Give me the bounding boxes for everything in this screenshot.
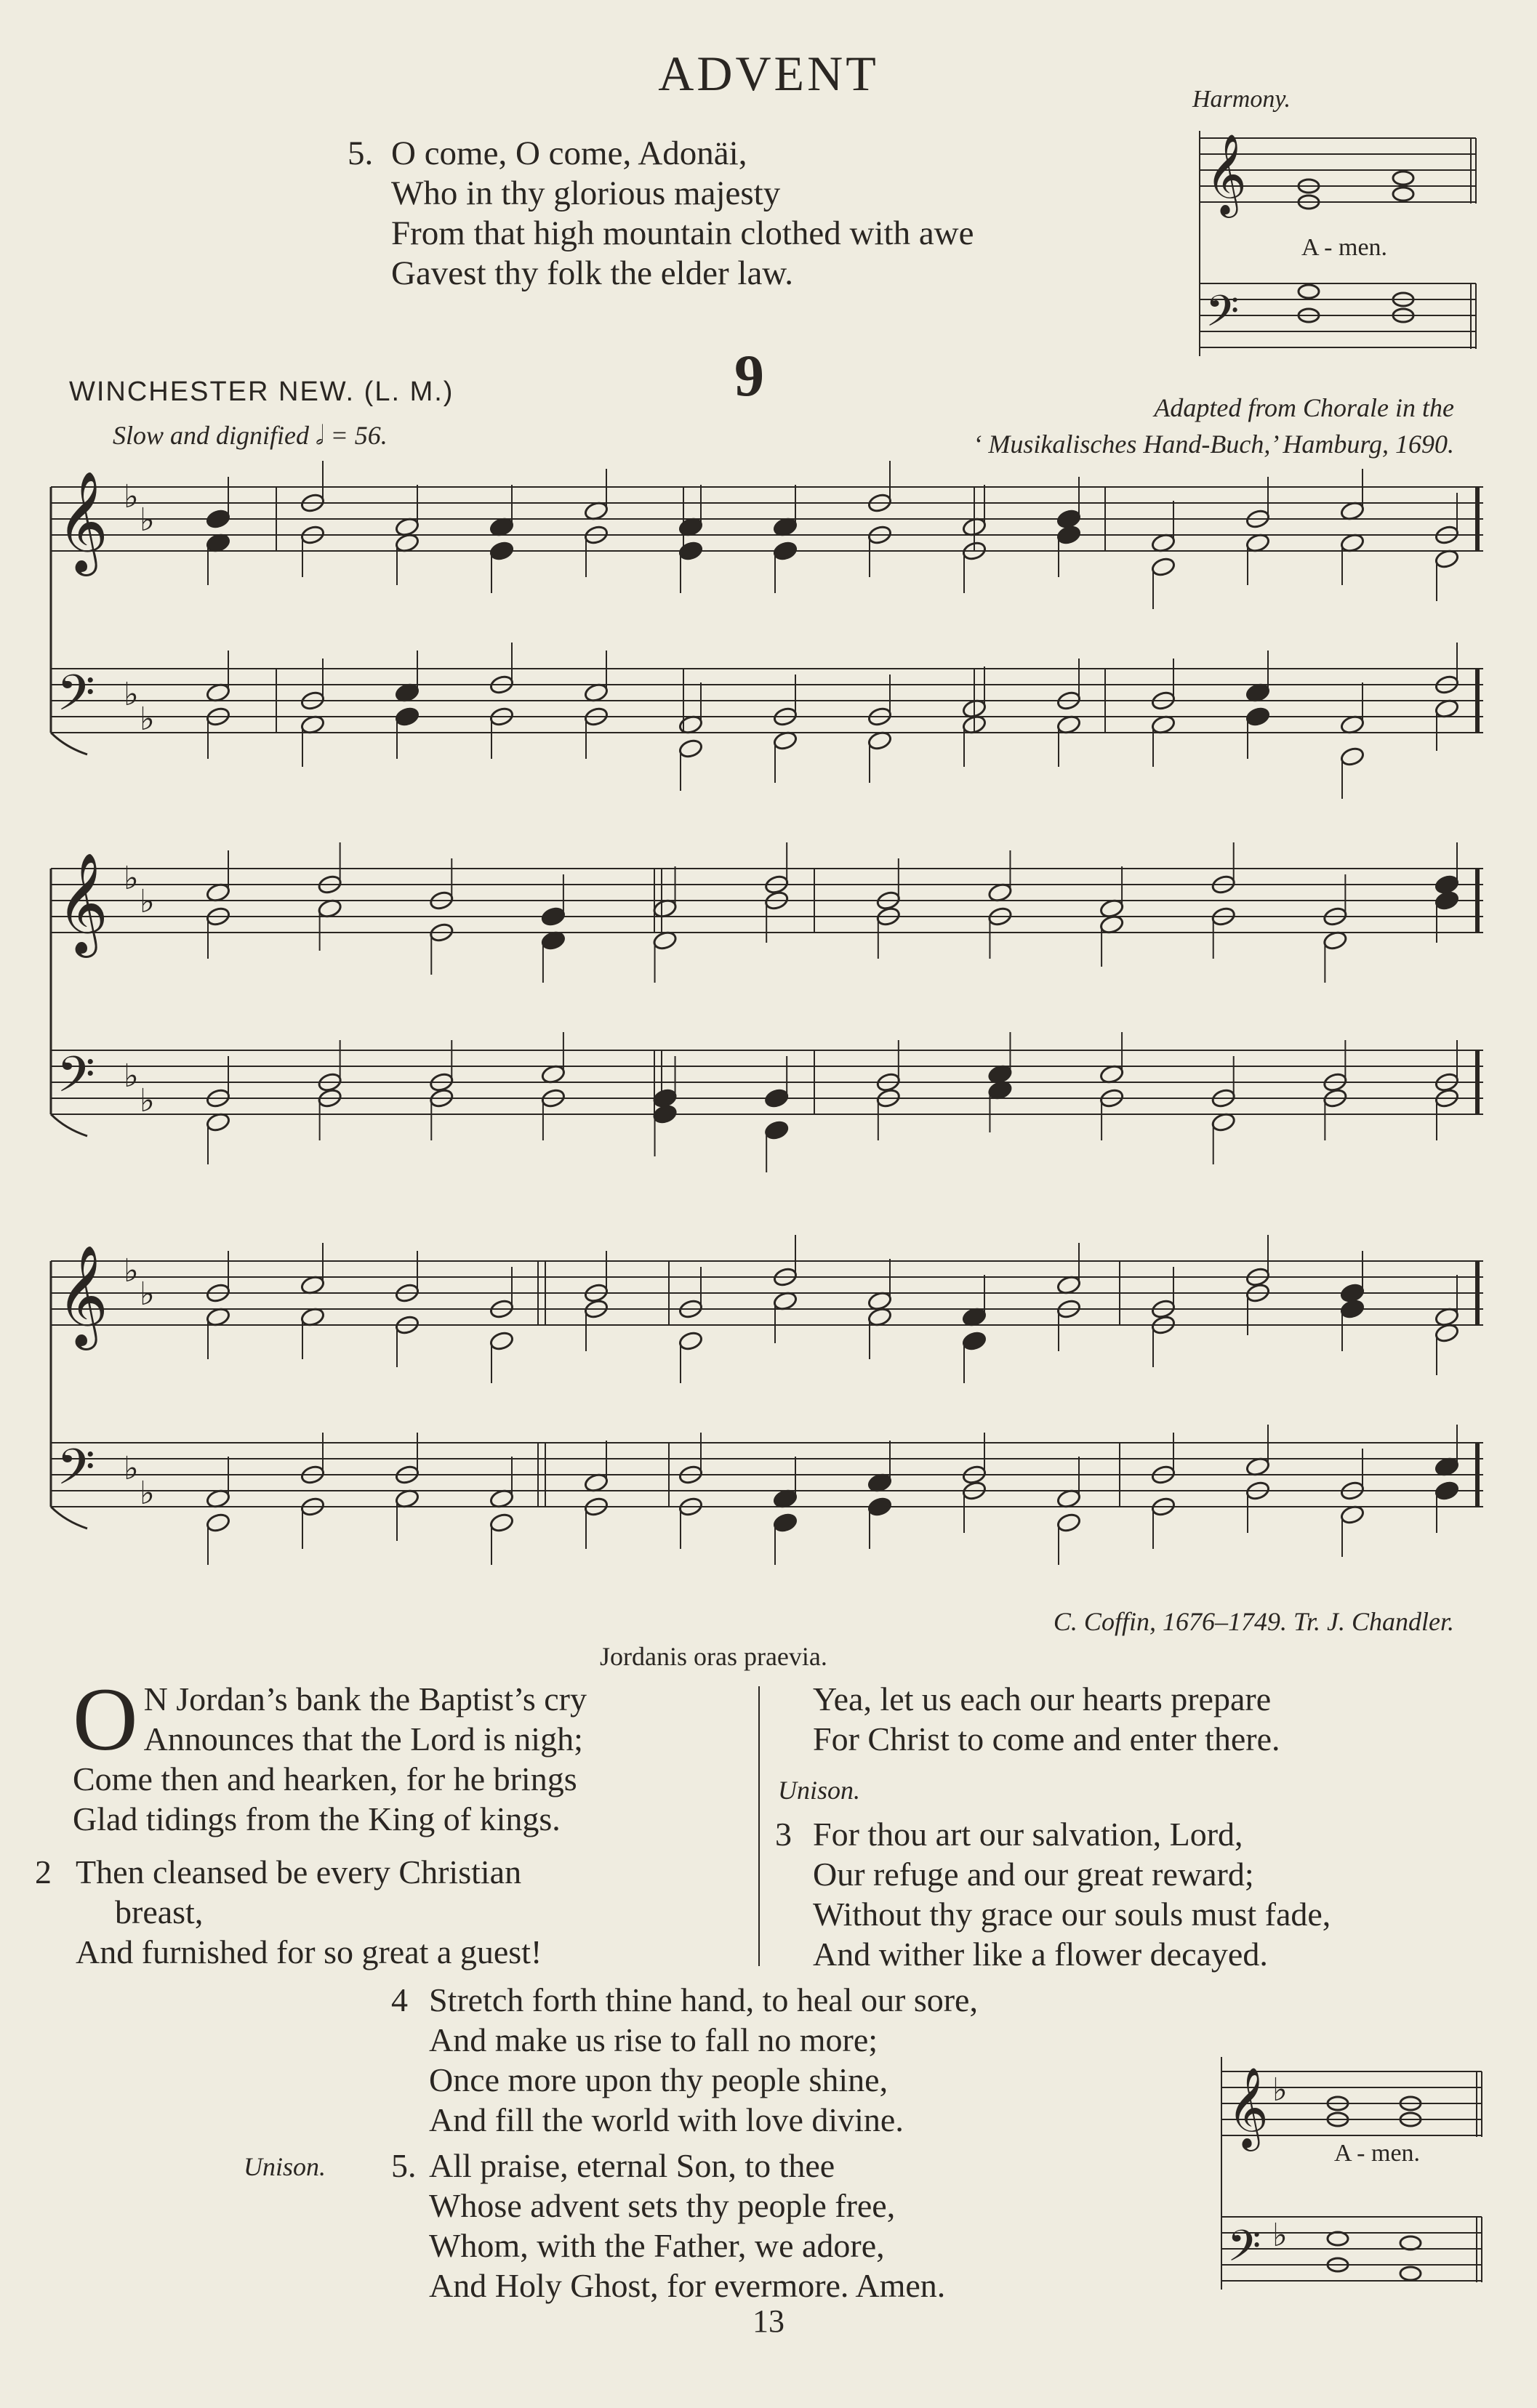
verse-line: And fill the world with love divine. <box>429 2101 904 2138</box>
bass-clef-icon: 𝄢 <box>57 1441 95 1507</box>
note-head <box>1056 524 1081 545</box>
tune-source <box>727 390 1454 462</box>
metronome-value: = 56. <box>330 421 388 450</box>
flat-icon: ♭ <box>124 861 139 896</box>
verse-line: And furnished for so great a guest! <box>76 1933 542 1970</box>
bass-clef-icon: 𝄢 <box>1205 288 1240 346</box>
note-head <box>772 540 798 561</box>
note-head <box>678 540 703 561</box>
note-head <box>489 1330 514 1351</box>
verse-line: N Jordan’s bank the Baptist’s cry <box>143 1680 587 1718</box>
verse-line: And wither like a flower decayed. <box>813 1936 1268 1973</box>
verse-number: 2 <box>35 1853 52 1890</box>
verse-line: Whom, with the Father, we adore, <box>429 2227 885 2264</box>
bass-clef-icon: 𝄢 <box>57 667 95 733</box>
verse-line: Our refuge and our great reward; <box>813 1856 1254 1893</box>
note-head <box>772 1512 798 1533</box>
verse-line: breast, <box>115 1893 204 1930</box>
verse-line: Who in thy glorious majesty <box>391 174 781 212</box>
flat-icon: ♭ <box>140 1083 155 1119</box>
column-divider <box>758 1686 760 1966</box>
note-head <box>867 1496 892 1517</box>
note-head <box>678 738 703 759</box>
flat-icon: ♭ <box>140 1276 155 1312</box>
unison-label: Unison. <box>778 1776 861 1805</box>
flat-icon: ♭ <box>140 1475 155 1511</box>
verse-3 <box>775 1814 1502 1974</box>
flat-icon: ♭ <box>1272 2218 1288 2253</box>
verse-number: 5. <box>348 134 374 172</box>
flat-icon: ♭ <box>124 1058 139 1094</box>
unison-label: Unison. <box>244 2152 326 2181</box>
flat-icon: ♭ <box>124 677 139 712</box>
flat-icon: ♭ <box>1272 2072 1288 2108</box>
verse-text: Stretch forth thine hand, to heal our sore, <box>429 1981 978 2018</box>
verse-line: Without thy grace our souls must fade, <box>813 1896 1331 1933</box>
verse-text: Then cleansed be every Christian <box>76 1853 522 1890</box>
note-head <box>1245 706 1270 727</box>
bass-clef-icon: 𝄢 <box>1227 2223 1261 2281</box>
verse-2-continued <box>813 1679 1511 1759</box>
tempo-marking <box>113 420 388 451</box>
verse-text: All praise, eternal Son, to thee <box>429 2147 835 2184</box>
note-head <box>205 508 230 529</box>
note-head <box>652 1103 678 1124</box>
treble-clef-icon: 𝄞 <box>1205 135 1247 213</box>
author-credit: C. Coffin, 1676–1749. Tr. J. Chandler. <box>1053 1607 1454 1636</box>
treble-clef-icon: 𝄞 <box>57 1247 108 1344</box>
verse-line: And make us rise to fall no more; <box>429 2021 878 2058</box>
verse-number: 3 <box>775 1816 792 1853</box>
verse-line <box>775 1814 1502 1854</box>
half-note-icon: 𝅗𝅥 <box>316 421 324 450</box>
note-head <box>678 1330 703 1351</box>
verse-number: 4 <box>391 1981 408 2018</box>
bass-clef-icon: 𝄢 <box>57 1048 95 1114</box>
verse-line <box>35 1852 747 1892</box>
system-brace <box>51 1507 87 1529</box>
tempo-text: Slow and dignified <box>113 421 309 450</box>
note-head <box>489 1512 514 1533</box>
treble-clef-icon: 𝄞 <box>57 473 108 570</box>
verse-line: And Holy Ghost, for evermore. Amen. <box>429 2267 946 2304</box>
amen-score-bottom <box>1214 2042 1490 2304</box>
flat-icon: ♭ <box>124 1451 139 1486</box>
verse-text: O come, O come, Adonäi, <box>391 134 747 172</box>
verse-line: From that high mountain clothed with awe <box>391 214 974 252</box>
verse-line: For Christ to come and enter there. <box>813 1720 1280 1757</box>
system-brace <box>51 733 87 754</box>
note-head <box>540 906 566 927</box>
verse-5 <box>391 2146 1205 2306</box>
treble-clef-icon: 𝄞 <box>1227 2069 1269 2146</box>
system-brace <box>51 1114 87 1136</box>
verse-line <box>391 1980 1205 2020</box>
note-head <box>394 706 420 727</box>
hymn-number: 9 <box>734 342 764 408</box>
verse-text: For thou art our salvation, Lord, <box>813 1816 1243 1853</box>
verse-line: Announces that the Lord is nigh; <box>143 1720 583 1757</box>
note-head <box>1434 890 1459 911</box>
flat-icon: ♭ <box>124 1253 139 1289</box>
note-head <box>764 1119 790 1140</box>
source-line: ‘ Musikalisches Hand-Buch,’ Hamburg, 1690. <box>973 430 1454 459</box>
amen-lyric: A - men. <box>1334 2140 1421 2167</box>
tune-name: WINCHESTER NEW. (L. M.) <box>69 376 454 407</box>
amen-lyric: A - men. <box>1301 234 1388 261</box>
note-head <box>1150 556 1176 577</box>
note-head <box>764 1087 790 1108</box>
flat-icon: ♭ <box>140 884 155 919</box>
verse-4 <box>391 1980 1205 2140</box>
verse-line: Glad tidings from the King of kings. <box>73 1800 561 1837</box>
note-head <box>1434 1480 1459 1501</box>
harmony-label: Harmony. <box>1192 86 1291 113</box>
verse-line: Gavest thy folk the elder law. <box>391 254 793 292</box>
verse-line <box>391 2146 1205 2186</box>
verse-line: Come then and hearken, for he brings <box>73 1760 577 1797</box>
note-head <box>205 1512 230 1533</box>
flat-icon: ♭ <box>140 701 155 737</box>
verse-number: 5. <box>391 2147 417 2184</box>
drop-cap: O <box>73 1670 138 1769</box>
page-number: 13 <box>753 2303 784 2339</box>
note-head <box>1339 1298 1365 1319</box>
verse-line: Yea, let us each our hearts prepare <box>813 1680 1272 1718</box>
verse-line: Whose advent sets thy people free, <box>429 2187 896 2224</box>
note-head <box>1056 1512 1081 1533</box>
verse-1 <box>73 1670 749 1839</box>
previous-hymn-verse <box>348 134 974 294</box>
treble-clef-icon: 𝄞 <box>57 855 108 951</box>
source-line: Adapted from Chorale in the <box>1154 393 1454 422</box>
music-score <box>29 458 1505 1592</box>
page-title: ADVENT <box>658 46 879 101</box>
verse-line <box>348 134 974 174</box>
flat-icon: ♭ <box>140 502 155 538</box>
verse-line: Once more upon thy people shine, <box>429 2061 888 2098</box>
verse-2 <box>35 1852 747 1972</box>
flat-icon: ♭ <box>124 479 139 515</box>
note-head <box>1339 746 1365 767</box>
note-head <box>961 1330 987 1351</box>
note-head <box>489 540 514 561</box>
latin-title: Jordanis oras praevia. <box>600 1642 827 1671</box>
